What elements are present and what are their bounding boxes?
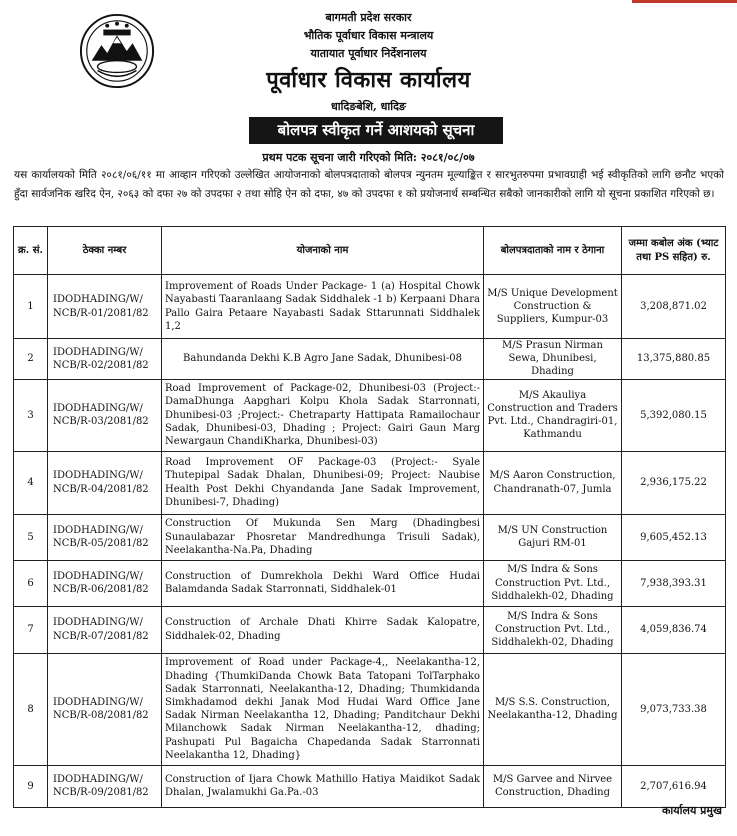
table-row — [14, 765, 726, 807]
office-chief-signoff: कार्यालय प्रमुख — [661, 804, 722, 817]
row-contractor: M/S Indra & Sons Construction Pvt. Ltd., Siddhalekh-02, Dhading — [484, 606, 622, 653]
row-contractor: M/S S.S. Construction, Neelakantha-12, Dhading — [484, 653, 622, 765]
government-name: बागमती प्रदेश सरकार — [325, 11, 412, 24]
row-contractor: M/S UN Construction Gajuri RM-01 — [484, 514, 622, 560]
ministry-name: भौतिक पूर्वाधार विकास मन्त्रालय — [303, 29, 434, 42]
table-row — [14, 606, 726, 653]
row-amount: 13,375,880.85 — [622, 339, 726, 380]
row-contractor: M/S Prasun Nirman Sewa, Dhunibesi, Dhading — [484, 339, 622, 380]
row-contractor: M/S Unique Development Construction & Suppliers, Kumpur-03 — [484, 275, 622, 339]
row-contract-no: IDODHADING/W/ NCB/R-03/2081/82 — [48, 379, 162, 451]
row-sn: 3 — [14, 379, 48, 451]
row-amount: 2,936,175.22 — [622, 451, 726, 514]
notice-title-banner: बोलपत्र स्वीकृत गर्ने आशयको सूचना — [249, 117, 503, 144]
row-contractor: M/S Garvee and Nirvee Construction, Dhading — [484, 765, 622, 807]
row-amount: 7,938,393.31 — [622, 560, 726, 606]
row-sn: 7 — [14, 606, 48, 653]
row-project: Construction of Dumrekhola Dekhi Ward Office Hudai Balamdanda Sadak Starronnati, Siddhalek-01 — [162, 560, 484, 606]
row-contract-no: IDODHADING/W/ NCB/R-06/2081/82 — [48, 560, 162, 606]
row-contractor: M/S Akauliya Construction and Traders Pvt. Ltd., Chandragiri-01, Kathmandu — [484, 379, 622, 451]
row-project: Construction Of Mukunda Sen Marg (Dhadingbesi Sunaulabazar Phosretar Mandredhunga Trisuli Sadak), Neelakantha-Na.Pa, Dhading — [162, 514, 484, 560]
row-contract-no: IDODHADING/W/ NCB/R-08/2081/82 — [48, 653, 162, 765]
office-name: पूर्वाधार विकास कार्यालय — [266, 67, 471, 93]
row-amount: 4,059,836.74 — [622, 606, 726, 653]
row-contract-no: IDODHADING/W/ NCB/R-02/2081/82 — [48, 339, 162, 380]
row-amount: 9,073,733.38 — [622, 653, 726, 765]
header-project: योजनाको नाम — [162, 227, 484, 275]
table-row — [14, 339, 726, 380]
contract-table — [13, 226, 726, 808]
row-project: Improvement of Road under Package-4,, Neelakantha-12, Dhading {ThumkiDanda Chowk Bata Tatopani TolTarphako Sadak Starronnati, Neelakantha-12, Dhading; Thumkidanda Simkhadamod dekhi Janak Mod Hudai Ward Office Jane Sadak Nirman Neelakantha 12, Dhading; Panditchaur Dekhi Milanchowk Sadak Nirman Neelakantha-12, dhading; Pashupati Pul Bagaicha Chapedanda Sadak Starronnati Neelakantha 12, Dhading} — [162, 653, 484, 765]
row-project: Road Improvement OF Package-03 (Project:- Syale Thutepipal Sadak Dhalan, Dhunibesi-09; Project: Naubise Health Post Dekhi Chyandanda Jane Sadak Improvement, Dhunibesi-7, Dhading) — [162, 451, 484, 514]
directorate-name: यातायात पूर्वाधार निर्देशनालय — [310, 47, 427, 60]
intro-paragraph: यस कार्यालयको मिति २०८१/०६/११ मा आव्हान गरिएको उल्लेखित आयोजनाको बोलपत्रदाताको बोलपत्र न्युनतम मूल्याङ्कित र सारभुतरुपमा प्रभावग्राही भई स्वीकृतिको लागि छनौट भएको हुँदा सार्वजनिक खरिद ऐन, २०६३ को दफा २७ को उपदफा २ तथा सोहि ऐन को दफा, ४७ को उपदफा १ को प्रयोजनार्थ सम्बन्धित सबैको जानकारीको लागि यो सूचना प्रकाशित गरिएको छ। — [14, 169, 724, 200]
table-row — [14, 653, 726, 765]
row-project: Improvement of Roads Under Package- 1 (a) Hospital Chowk Nayabasti Taaranlaang Sadak Siddhalek -1 b) Kerpaani Dhara Pallo Gaira Petaare Nayabasti Sadak Sttarunnati Siddhalek 1,2 — [162, 275, 484, 339]
row-contractor: M/S Indra & Sons Construction Pvt. Ltd., Siddhalekh-02, Dhading — [484, 560, 622, 606]
notice-header — [0, 0, 737, 168]
table-header-row — [14, 227, 726, 275]
row-project: Construction of Archale Dhati Khirre Sadak Kalopatre, Siddhalek-02, Dhading — [162, 606, 484, 653]
row-project: Bahundanda Dekhi K.B Agro Jane Sadak, Dhunibesi-08 — [162, 339, 484, 380]
row-amount: 3,208,871.02 — [622, 275, 726, 339]
row-contractor: M/S Aaron Construction, Chandranath-07, Jumla — [484, 451, 622, 514]
row-sn: 8 — [14, 653, 48, 765]
row-amount: 2,707,616.94 — [622, 765, 726, 807]
row-contract-no: IDODHADING/W/ NCB/R-09/2081/82 — [48, 765, 162, 807]
table-row — [14, 379, 726, 451]
table-row — [14, 451, 726, 514]
office-location: धादिङबेशि, धादिङ — [331, 100, 406, 113]
row-sn: 5 — [14, 514, 48, 560]
row-contract-no: IDODHADING/W/ NCB/R-05/2081/82 — [48, 514, 162, 560]
header-contract-no: ठेक्का नम्बर — [48, 227, 162, 275]
row-sn: 9 — [14, 765, 48, 807]
row-amount: 9,605,452.13 — [622, 514, 726, 560]
row-sn: 6 — [14, 560, 48, 606]
table-row — [14, 275, 726, 339]
header-sn: क्र. सं. — [14, 227, 48, 275]
publish-date: प्रथम पटक सूचना जारी गरिएको मिति: २०८१/०८/०७ — [262, 151, 475, 164]
row-amount: 5,392,080.15 — [622, 379, 726, 451]
table-row — [14, 514, 726, 560]
row-project: Construction of Ijara Chowk Mathillo Hatiya Maidikot Sadak Dhalan, Jwalamukhi Ga.Pa.-03 — [162, 765, 484, 807]
row-project: Road Improvement of Package-02, Dhunibesi-03 (Project:- DamaDhunga Aapghari Kolpu Khola Sadak Starronnati, Dhunibesi-03 ;Project:- Chetraparty Hattipata Ramailochaur Sadak, Dhunibesi-03, Dhading ; Project: Gairi Gaun Marg Newargaun ChandiKharka, Dhunibesi-03) — [162, 379, 484, 451]
row-contract-no: IDODHADING/W/ NCB/R-07/2081/82 — [48, 606, 162, 653]
row-sn: 4 — [14, 451, 48, 514]
header-amount: जम्मा कबोल अंक (भ्याट तथा PS सहित) रु. — [622, 227, 726, 275]
table-row — [14, 560, 726, 606]
row-contract-no: IDODHADING/W/ NCB/R-01/2081/82 — [48, 275, 162, 339]
row-contract-no: IDODHADING/W/ NCB/R-04/2081/82 — [48, 451, 162, 514]
header-contractor: बोलपत्रदाताको नाम र ठेगाना — [484, 227, 622, 275]
row-sn: 1 — [14, 275, 48, 339]
row-sn: 2 — [14, 339, 48, 380]
